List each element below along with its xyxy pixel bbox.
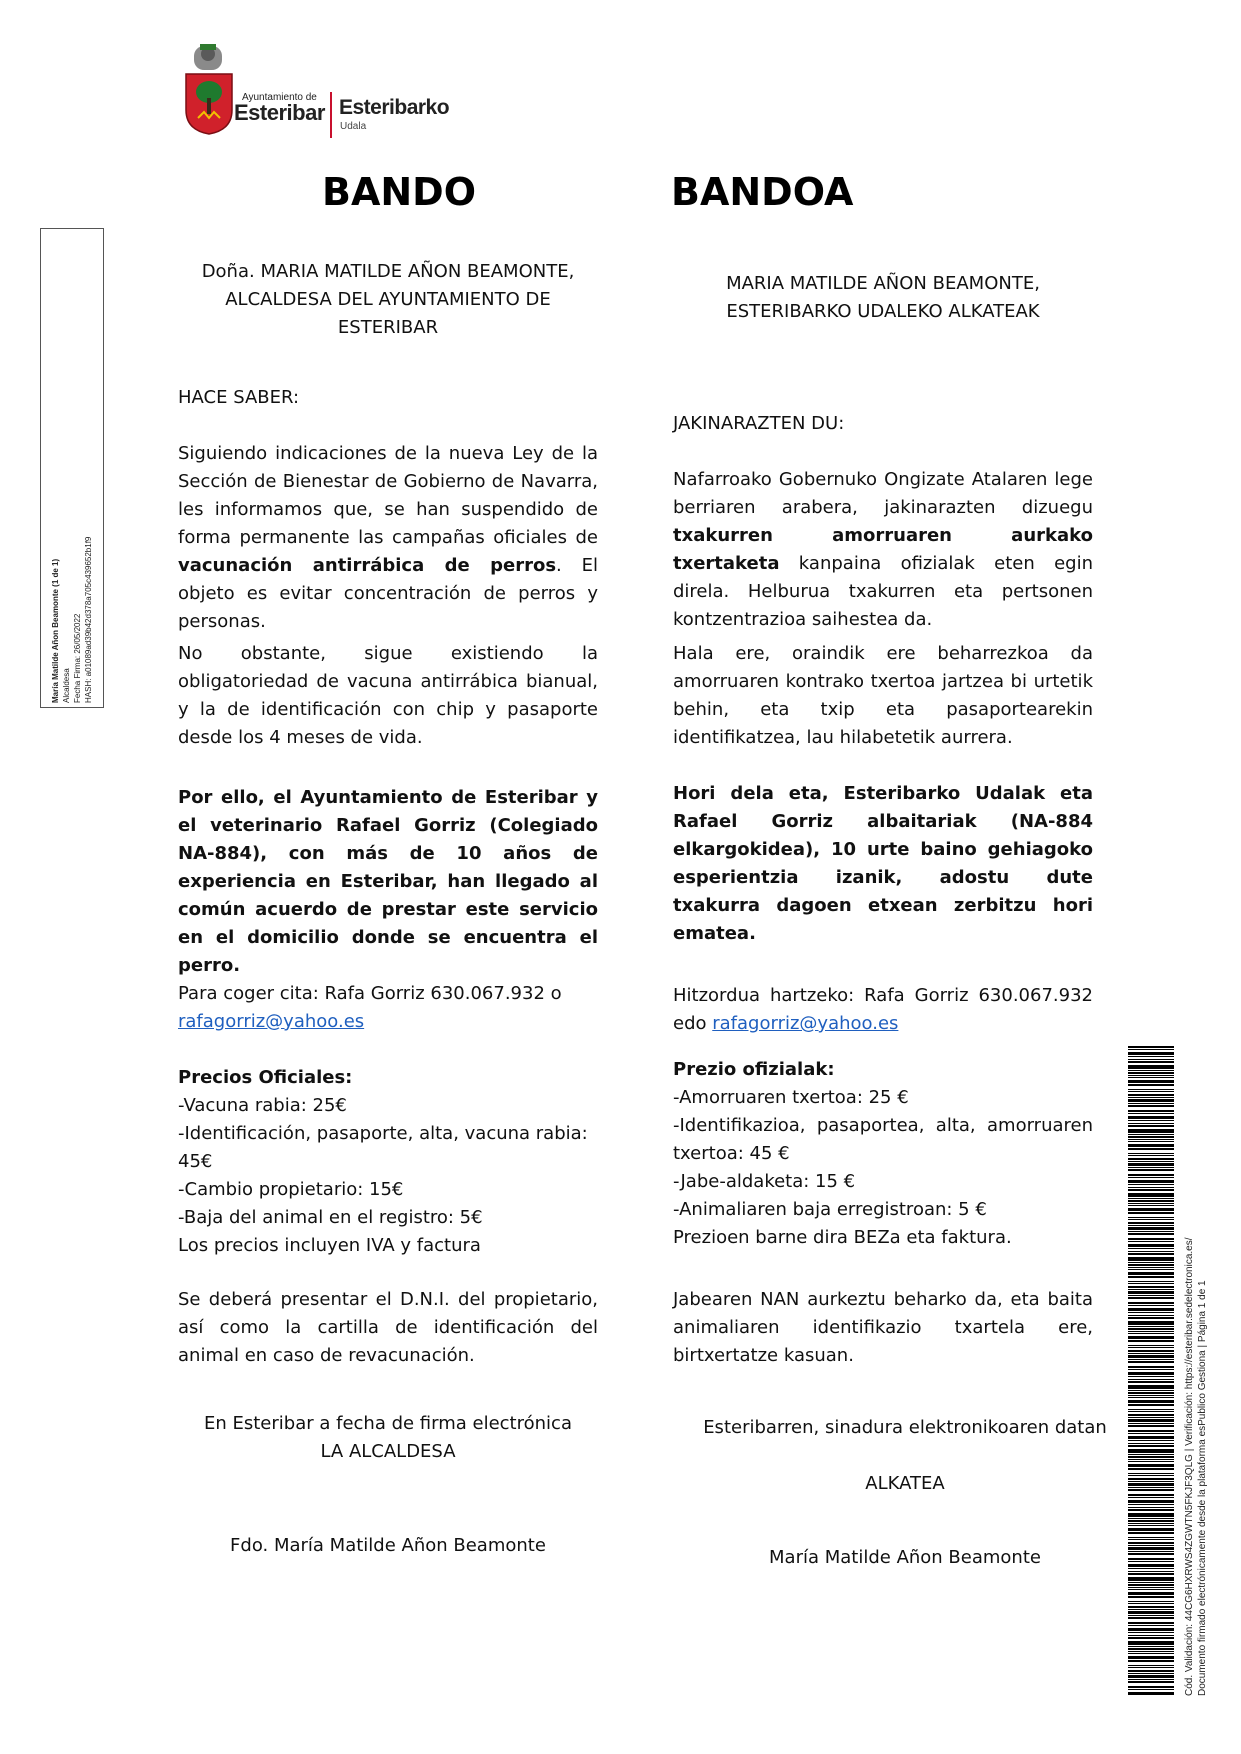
- barcode-bar: [1128, 1141, 1174, 1142]
- barcode-bar: [1128, 1525, 1174, 1526]
- barcode-bar: [1128, 1321, 1174, 1325]
- appointment-es-text: Para coger cita: Rafa Gorriz 630.067.932 o: [178, 983, 562, 1004]
- paragraph-2-eu: Hala ere, oraindik ere beharrezkoa da amorruaren kontrako txertoa jartzea bi urtetik behin, eta txip eta pasaportearekin identifikatzea, lau hilabetetik aurrera.: [673, 643, 1093, 748]
- barcode-bar: [1128, 1264, 1174, 1266]
- barcode-bar: [1128, 1052, 1174, 1055]
- role-eu: ALKATEA: [865, 1473, 945, 1494]
- barcode-bar: [1128, 1641, 1174, 1645]
- logo-text-eu: Esteribarko: [339, 96, 450, 119]
- barcode-bar: [1128, 1046, 1174, 1048]
- barcode-bar: [1128, 1139, 1174, 1140]
- barcode-bar: [1128, 1161, 1174, 1162]
- barcode-bar: [1128, 1366, 1174, 1368]
- barcode-bar: [1128, 1340, 1174, 1342]
- barcode-bar: [1128, 1417, 1174, 1418]
- barcode-bar: [1128, 1253, 1174, 1255]
- barcode-bar: [1128, 1481, 1174, 1482]
- barcode-bar: [1128, 1404, 1174, 1406]
- barcode-bar: [1128, 1163, 1174, 1166]
- title-es: BANDO: [322, 170, 477, 214]
- barcode-bar: [1128, 1180, 1174, 1183]
- barcode-bar: [1128, 1537, 1174, 1538]
- authority-es: Doña. MARIA MATILDE AÑON BEAMONTE, ALCALDESA DEL AYUNTAMIENTO DE ESTERIBAR: [201, 261, 575, 338]
- barcode-bar: [1128, 1449, 1174, 1453]
- paragraph-3-eu: Hori dela eta, Esteribarko Udalak eta Rafael Gorriz albaitariak (NA-884 elkargokidea), 10 urte baino gehiagoko esperientzia izanik, adostu dute txakurra dagoen etxean zerbitzu hori ematea.: [673, 783, 1093, 944]
- signature-signer: María Matilde Añon Beamonte (1 de 1): [51, 558, 60, 703]
- barcode-bar: [1128, 1573, 1174, 1575]
- barcode-bar: [1128, 1473, 1174, 1474]
- paragraph-1-es-bold: vacunación antirrábica de perros: [178, 555, 557, 576]
- coat-of-arms-icon: [182, 40, 236, 136]
- barcode-bar: [1128, 1646, 1174, 1647]
- paragraph-1-eu-part-b: kanpaina ofizialak eten egin direla. Helburua txakurren eta pertsonen kontzentrazioa saihestea da.: [673, 553, 1093, 630]
- logo-text-small-eu: Udala: [340, 121, 367, 132]
- barcode-bar: [1128, 1187, 1174, 1188]
- barcode-bar: [1128, 1601, 1174, 1602]
- barcode-bar: [1128, 1568, 1174, 1569]
- barcode-bar: [1128, 1670, 1174, 1672]
- barcode-bar: [1128, 1075, 1174, 1076]
- barcode-bar: [1128, 1203, 1174, 1204]
- barcode-bar: [1128, 1553, 1174, 1555]
- barcode-bar: [1128, 1153, 1174, 1154]
- barcode-bar: [1128, 1072, 1174, 1074]
- barcode-bar: [1128, 1692, 1174, 1695]
- barcode-bar: [1128, 1144, 1174, 1147]
- paragraph-3-es: Por ello, el Ayuntamiento de Esteribar y el veterinario Rafael Gorriz (Colegiado NA-884), con más de 10 años de experiencia en Esteribar, han llegado al común acuerdo de prestar este servicio en el domicilio donde se encuentra el perro.: [178, 787, 598, 976]
- barcode-bar: [1128, 1656, 1174, 1659]
- barcode-bar: [1128, 1395, 1174, 1396]
- price-item-eu: -Amorruaren txertoa: 25 €: [673, 1087, 909, 1108]
- barcode-bar: [1128, 1582, 1174, 1583]
- barcode-bar: [1128, 1528, 1174, 1531]
- barcode-bar: [1128, 1080, 1174, 1083]
- barcode-bar: [1128, 1276, 1174, 1278]
- barcode-bar: [1128, 1361, 1174, 1363]
- barcode-bar: [1128, 1257, 1174, 1261]
- barcode-bar: [1128, 1497, 1174, 1498]
- price-item-es: -Identificación, pasaporte, alta, vacuna rabia: 45€: [178, 1123, 588, 1172]
- barcode-bar: [1128, 1632, 1174, 1633]
- barcode-bar: [1128, 1308, 1174, 1311]
- price-item-es: -Baja del animal en el registro: 5€: [178, 1207, 483, 1228]
- barcode-bar: [1128, 1345, 1174, 1346]
- barcode-bar: [1128, 1208, 1174, 1211]
- hace-saber-eu: JAKINARAZTEN DU:: [673, 413, 845, 434]
- barcode-bar: [1128, 1359, 1174, 1360]
- barcode-bar: [1128, 1440, 1174, 1441]
- barcode-bar: [1128, 1459, 1174, 1460]
- barcode-bar: [1128, 1592, 1174, 1595]
- barcode-bar: [1128, 1233, 1174, 1235]
- barcode-bar: [1128, 1523, 1174, 1524]
- prices-title-eu: Prezio ofizialak:: [673, 1059, 835, 1080]
- barcode-bar: [1128, 1504, 1174, 1505]
- barcode-bar: [1128, 1445, 1174, 1447]
- barcode-bar: [1128, 1489, 1174, 1491]
- barcode-bar: [1128, 1099, 1174, 1102]
- verification-text: [1183, 1056, 1209, 1696]
- verification-line-1: Cód. Validación: 44CG6HXRWS4ZGWTN5FKJF3QLG | Verificación: https://esteribar.sedelectronica.es/: [1184, 1237, 1195, 1696]
- barcode-bar: [1128, 1369, 1174, 1370]
- barcode-bar: [1128, 1456, 1174, 1458]
- barcode-bar: [1128, 1507, 1174, 1508]
- barcode-bar: [1128, 1609, 1174, 1610]
- barcode-bar: [1128, 1419, 1174, 1422]
- barcode-bar: [1128, 1241, 1174, 1242]
- barcode-bar: [1128, 1302, 1174, 1304]
- barcode-bar: [1128, 1381, 1174, 1383]
- paragraph-1-eu-part-a: Nafarroako Gobernuko Ongizate Atalaren lege berriaren arabera, jakinarazten dizuegu: [673, 469, 1093, 518]
- barcode-bar: [1128, 1454, 1174, 1455]
- barcode-bar: [1128, 1478, 1174, 1480]
- barcode-bar: [1128, 1056, 1174, 1057]
- barcode-bar: [1128, 1532, 1174, 1534]
- barcode-bar: [1128, 1333, 1174, 1334]
- logo-text-small-es: Ayuntamiento de: [242, 92, 317, 103]
- hace-saber-es: HACE SABER:: [178, 387, 300, 408]
- barcode-bar: [1128, 1350, 1174, 1352]
- barcode-bar: [1128, 1571, 1174, 1572]
- paragraph-2-es: No obstante, sigue existiendo la obligatoriedad de vacuna antirrábica bianual, y la de identificación con chip y pasaporte desde los 4 meses de vida.: [178, 643, 598, 748]
- barcode-bar: [1128, 1542, 1174, 1544]
- title-eu: BANDOA: [671, 170, 854, 214]
- barcode-bar: [1128, 1483, 1174, 1486]
- barcode-bar: [1128, 1392, 1174, 1394]
- appointment-eu-text: Hitzordua hartzeko: Rafa Gorriz 630.067.932 edo: [673, 985, 1093, 1034]
- barcode-bar: [1128, 1291, 1174, 1294]
- barcode-bar: [1128, 1689, 1174, 1690]
- barcode-bar: [1128, 1222, 1174, 1224]
- barcode-bar: [1128, 1205, 1174, 1206]
- barcode-bar: [1128, 1061, 1174, 1063]
- barcode-bar: [1128, 1637, 1174, 1639]
- appointment-eu: [673, 982, 1093, 1038]
- barcode-bar: [1128, 1326, 1174, 1327]
- barcode-bar: [1128, 1198, 1174, 1199]
- signature-role: Alcaldesa: [62, 668, 71, 703]
- paragraph-1-es-part-b: . El objeto es evitar concentración de perros y personas.: [178, 555, 598, 632]
- dni-note-eu: Jabearen NAN aurkeztu beharko da, eta baita animaliaren identifikazio txartela ere, birtxertatze kasuan.: [673, 1289, 1093, 1366]
- barcode-bar: [1128, 1116, 1174, 1119]
- barcode-bar: [1128, 1494, 1174, 1496]
- barcode-bar: [1128, 1219, 1174, 1220]
- barcode-bar: [1128, 1355, 1174, 1358]
- barcode-bar: [1128, 1681, 1174, 1683]
- barcode-bar: [1128, 1500, 1174, 1503]
- barcode-bar: [1128, 1551, 1174, 1552]
- barcode-bar: [1128, 1518, 1174, 1519]
- barcode-bar: [1128, 1665, 1174, 1666]
- barcode-bar: [1128, 1094, 1174, 1096]
- barcode-bar: [1128, 1305, 1174, 1306]
- barcode-bar: [1128, 1376, 1174, 1377]
- barcode-bar: [1128, 1397, 1174, 1398]
- barcode-bar: [1128, 1513, 1174, 1517]
- prices-es: [178, 1064, 598, 1260]
- barcode-bar: [1128, 1425, 1174, 1427]
- barcode-bar: [1128, 1251, 1174, 1252]
- signed-es: Fdo. María Matilde Añon Beamonte: [230, 1535, 546, 1556]
- barcode-bar: [1128, 1667, 1174, 1668]
- barcode-bar: [1128, 1200, 1174, 1202]
- barcode-bar: [1128, 1653, 1174, 1654]
- barcode-bar: [1128, 1611, 1174, 1614]
- dni-note-es: Se deberá presentar el D.N.I. del propietario, así como la cartilla de identificación del animal en caso de revacunación.: [178, 1289, 598, 1366]
- barcode-bar: [1128, 1545, 1174, 1546]
- barcode-bar: [1128, 1509, 1174, 1511]
- barcode-bar: [1128, 1295, 1174, 1296]
- barcode-bar: [1128, 1148, 1174, 1150]
- barcode-bar: [1128, 1103, 1174, 1104]
- barcode-bar: [1128, 1225, 1174, 1226]
- barcode-bar: [1128, 1167, 1174, 1168]
- barcode-bar: [1128, 1189, 1174, 1191]
- barcode-bar: [1128, 1169, 1174, 1171]
- authority-eu: MARIA MATILDE AÑON BEAMONTE, ESTERIBARKO UDALEKO ALKATEAK: [726, 273, 1040, 322]
- barcode-bar: [1128, 1158, 1174, 1160]
- barcode-bar: [1128, 1411, 1174, 1412]
- barcode-bar: [1128, 1049, 1174, 1050]
- barcode-bar: [1128, 1409, 1174, 1410]
- barcode-bar: [1128, 1097, 1174, 1098]
- barcode-bar: [1128, 1155, 1174, 1156]
- barcode-bar: [1128, 1244, 1174, 1247]
- barcode-bar: [1128, 1283, 1174, 1284]
- barcode-bar: [1128, 1177, 1174, 1178]
- barcode-bar: [1128, 1635, 1174, 1636]
- paragraph-1-eu: [673, 466, 1093, 634]
- signed-eu: María Matilde Añon Beamonte: [769, 1547, 1041, 1568]
- price-note-es: Los precios incluyen IVA y factura: [178, 1235, 481, 1256]
- barcode-bar: [1128, 1596, 1174, 1598]
- signature-date: Fecha Firma: 26/05/2022: [73, 613, 82, 703]
- price-item-es: -Cambio propietario: 15€: [178, 1179, 404, 1200]
- barcode-bar: [1128, 1443, 1174, 1444]
- barcode-bar: [1128, 1617, 1174, 1619]
- barcode-bar: [1128, 1589, 1174, 1590]
- barcode-bar: [1128, 1174, 1174, 1176]
- barcode-bar: [1128, 1347, 1174, 1348]
- barcode-bar: [1128, 1315, 1174, 1316]
- appointment-es: [178, 980, 598, 1036]
- barcode-bar: [1128, 1372, 1174, 1375]
- barcode-bar: [1128, 1212, 1174, 1214]
- barcode-bar: [1128, 1336, 1174, 1339]
- barcode-bar: [1128, 1622, 1174, 1624]
- barcode-bar: [1128, 1331, 1174, 1332]
- logo-divider: [330, 92, 332, 138]
- barcode-bar: [1128, 1520, 1174, 1522]
- barcode-bar: [1128, 1558, 1174, 1560]
- price-note-eu: Prezioen barne dira BEZa eta faktura.: [673, 1227, 1012, 1248]
- barcode-bar: [1128, 1123, 1174, 1124]
- barcode-bar: [1128, 1281, 1174, 1282]
- price-item-eu: -Identifikazioa, pasaportea, alta, amorruaren txertoa: 45 €: [673, 1115, 1093, 1164]
- barcode-bar: [1128, 1436, 1174, 1439]
- paragraph-1-es: [178, 440, 598, 636]
- barcode-bar: [1128, 1679, 1174, 1680]
- barcode-bar: [1128, 1648, 1174, 1650]
- barcode-bar: [1128, 1297, 1174, 1299]
- barcode-bar: [1128, 1267, 1174, 1268]
- barcode-bar: [1128, 1379, 1174, 1380]
- barcode-bar: [1128, 1651, 1174, 1652]
- barcode-bar: [1128, 1547, 1174, 1550]
- barcode-bar: [1128, 1539, 1174, 1540]
- verification-line-2: Documento firmado electrónicamente desde la plataforma esPublico Gestiona | Página 1 de 1: [1197, 1280, 1208, 1696]
- barcode-bar: [1128, 1059, 1174, 1060]
- prices-title-es: Precios Oficiales:: [178, 1067, 353, 1088]
- email-link-eu[interactable]: rafagorriz@yahoo.es: [712, 1013, 899, 1034]
- barcode-bar: [1128, 1272, 1174, 1275]
- barcode-bar: [1128, 1262, 1174, 1263]
- barcode-bar: [1128, 1193, 1174, 1197]
- barcode-bar: [1128, 1129, 1174, 1133]
- barcode-bar: [1128, 1286, 1174, 1288]
- barcode-bar: [1128, 1312, 1174, 1313]
- barcode-bar: [1128, 1615, 1174, 1616]
- price-item-eu: -Animaliaren baja erregistroan: 5 €: [673, 1199, 987, 1220]
- validation-barcode: [1128, 1046, 1174, 1696]
- barcode-bar: [1128, 1113, 1174, 1114]
- barcode-bar: [1128, 1414, 1174, 1416]
- role-es: LA ALCALDESA: [320, 1441, 456, 1462]
- barcode-bar: [1128, 1136, 1174, 1138]
- barcode-bar: [1128, 1628, 1174, 1631]
- signature-box-text: [40, 228, 104, 708]
- barcode-bar: [1128, 1603, 1174, 1604]
- barcode-bar: [1128, 1248, 1174, 1249]
- place-es: En Esteribar a fecha de firma electrónica: [204, 1413, 572, 1434]
- barcode-bar: [1128, 1084, 1174, 1086]
- barcode-bar: [1128, 1091, 1174, 1092]
- barcode-bar: [1128, 1606, 1174, 1608]
- barcode-bar: [1128, 1468, 1174, 1470]
- barcode-bar: [1128, 1625, 1174, 1626]
- barcode-bar: [1128, 1289, 1174, 1290]
- barcode-bar: [1128, 1487, 1174, 1488]
- barcode-bar: [1128, 1317, 1174, 1319]
- barcode-bar: [1128, 1105, 1174, 1107]
- barcode-bar: [1128, 1686, 1174, 1688]
- paragraph-1-eu-bold: txakurren amorruaren aurkako txertaketa: [673, 525, 1093, 574]
- barcode-bar: [1128, 1328, 1174, 1330]
- barcode-bar: [1128, 1475, 1174, 1476]
- barcode-bar: [1128, 1461, 1174, 1462]
- barcode-bar: [1128, 1464, 1174, 1467]
- email-link-es[interactable]: rafagorriz@yahoo.es: [178, 1011, 365, 1032]
- barcode-bar: [1128, 1660, 1174, 1662]
- barcode-bar: [1128, 1134, 1174, 1135]
- barcode-bar: [1128, 1430, 1174, 1432]
- barcode-bar: [1128, 1675, 1174, 1678]
- barcode-bar: [1128, 1673, 1174, 1674]
- barcode-bar: [1128, 1400, 1174, 1403]
- barcode-bar: [1128, 1577, 1174, 1581]
- barcode-bar: [1128, 1433, 1174, 1434]
- paragraph-1-es-part-a: Siguiendo indicaciones de la nueva Ley de la Sección de Bienestar de Gobierno de Navarra, les informamos que, se han suspendido de forma permanente las campañas oficiales de: [178, 443, 598, 548]
- barcode-bar: [1128, 1110, 1174, 1112]
- price-item-eu: -Jabe-aldaketa: 15 €: [673, 1171, 856, 1192]
- barcode-bar: [1128, 1227, 1174, 1230]
- barcode-bar: [1128, 1423, 1174, 1424]
- barcode-bar: [1128, 1353, 1174, 1354]
- price-item-es: -Vacuna rabia: 25€: [178, 1095, 347, 1116]
- barcode-bar: [1128, 1385, 1174, 1389]
- barcode-bar: [1128, 1587, 1174, 1588]
- signature-hash: HASH: a01089ad39b42d378a705c439652b1f9: [84, 536, 93, 703]
- place-eu: Esteribarren, sinadura elektronikoaren datan: [703, 1417, 1107, 1438]
- barcode-bar: [1128, 1561, 1174, 1562]
- barcode-bar: [1128, 1269, 1174, 1270]
- barcode-bar: [1128, 1217, 1174, 1218]
- prices-eu: [673, 1056, 1093, 1252]
- barcode-bar: [1128, 1077, 1174, 1078]
- barcode-bar: [1128, 1584, 1174, 1586]
- barcode-bar: [1128, 1070, 1174, 1071]
- logo-text-es: Esteribar: [234, 100, 325, 125]
- barcode-bar: [1128, 1184, 1174, 1185]
- barcode-bar: [1128, 1065, 1174, 1069]
- barcode-bar: [1128, 1120, 1174, 1121]
- municipal-logo: [182, 40, 482, 140]
- barcode-bar: [1128, 1125, 1174, 1127]
- barcode-bar: [1128, 1564, 1174, 1567]
- barcode-bar: [1128, 1089, 1174, 1090]
- barcode-bar: [1128, 1390, 1174, 1391]
- barcode-bar: [1128, 1231, 1174, 1232]
- barcode-bar: [1128, 1238, 1174, 1240]
